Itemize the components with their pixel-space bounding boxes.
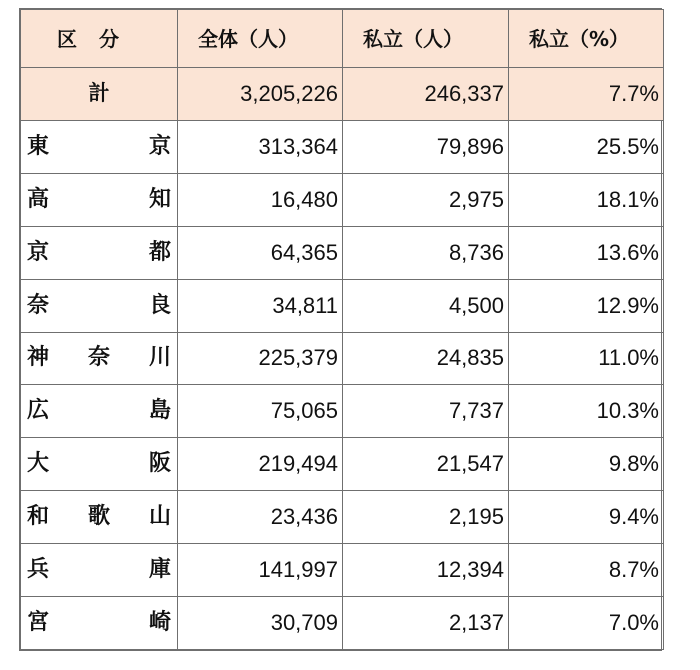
private-count: 2,137 xyxy=(343,597,509,650)
table-row xyxy=(21,438,664,491)
prefecture-char: 都 xyxy=(148,239,171,265)
total-count: 225,379 xyxy=(178,332,343,385)
private-pct: 9.4% xyxy=(509,491,664,544)
table-row xyxy=(21,226,664,279)
prefecture-char: 兵 xyxy=(27,557,50,583)
prefecture-name xyxy=(21,226,178,279)
private-pct: 8.7% xyxy=(509,544,664,597)
prefecture-name xyxy=(21,279,178,332)
private-pct: 9.8% xyxy=(509,438,664,491)
table-header-row xyxy=(21,10,664,68)
total-count: 64,365 xyxy=(178,226,343,279)
private-pct: 7.0% xyxy=(509,597,664,650)
private-pct: 18.1% xyxy=(509,173,664,226)
private-count: 2,195 xyxy=(343,491,509,544)
private-count: 4,500 xyxy=(343,279,509,332)
table-row xyxy=(21,332,664,385)
total-count: 30,709 xyxy=(178,597,343,650)
total-label: 計 xyxy=(21,68,178,121)
prefecture-name xyxy=(21,438,178,491)
prefecture-name-chars xyxy=(27,292,171,318)
prefecture-char: 高 xyxy=(27,186,50,212)
prefecture-name xyxy=(21,173,178,226)
prefecture-char: 京 xyxy=(148,133,171,159)
total-count: 23,436 xyxy=(178,491,343,544)
prefecture-name xyxy=(21,597,178,650)
table-row xyxy=(21,385,664,438)
total-all: 3,205,226 xyxy=(178,68,343,121)
private-count: 79,896 xyxy=(343,120,509,173)
prefecture-char: 奈 xyxy=(87,345,110,371)
total-count: 34,811 xyxy=(178,279,343,332)
prefecture-name-chars xyxy=(27,400,171,422)
table-row xyxy=(21,544,664,597)
table-row xyxy=(21,120,664,173)
prefecture-char: 庫 xyxy=(148,557,171,583)
prefecture-char: 歌 xyxy=(87,504,110,530)
prefecture-name xyxy=(21,385,178,438)
prefecture-char: 奈 xyxy=(27,292,50,318)
header-private: 私立（人） xyxy=(343,10,509,68)
prefecture-char: 山 xyxy=(148,504,171,530)
prefecture-char: 京 xyxy=(27,239,50,265)
prefecture-char: 和 xyxy=(27,504,50,530)
prefecture-name xyxy=(21,544,178,597)
prefecture-char: 大 xyxy=(27,451,50,477)
prefecture-name-chars xyxy=(27,239,171,265)
prefecture-name xyxy=(21,491,178,544)
prefecture-char: 東 xyxy=(27,133,50,159)
prefecture-name-chars xyxy=(27,453,171,475)
private-count: 2,975 xyxy=(343,173,509,226)
total-count: 16,480 xyxy=(178,173,343,226)
table-row xyxy=(21,597,664,650)
private-count: 24,835 xyxy=(343,332,509,385)
prefecture-name xyxy=(21,332,178,385)
prefecture-char: 神 xyxy=(27,345,50,371)
table-row xyxy=(21,173,664,226)
prefecture-name-chars xyxy=(27,559,171,581)
private-pct: 25.5% xyxy=(509,120,664,173)
private-pct: 11.0% xyxy=(509,332,664,385)
private-count: 21,547 xyxy=(343,438,509,491)
prefecture-char: 宮 xyxy=(27,610,50,636)
total-count: 141,997 xyxy=(178,544,343,597)
total-count: 75,065 xyxy=(178,385,343,438)
prefecture-char: 島 xyxy=(148,398,171,424)
prefecture-char: 良 xyxy=(148,292,171,318)
private-pct: 10.3% xyxy=(509,385,664,438)
header-private-pct: 私立（%） xyxy=(509,10,664,68)
prefecture-char: 知 xyxy=(148,186,171,212)
private-count: 8,736 xyxy=(343,226,509,279)
total-private: 246,337 xyxy=(343,68,509,121)
prefecture-char: 広 xyxy=(27,398,50,424)
prefecture-name-chars xyxy=(27,347,171,369)
total-count: 219,494 xyxy=(178,438,343,491)
header-total: 全体（人） xyxy=(178,10,343,68)
private-count: 12,394 xyxy=(343,544,509,597)
header-category: 区分 xyxy=(21,10,178,68)
total-private-pct: 7.7% xyxy=(509,68,664,121)
data-table-container xyxy=(19,8,662,651)
prefecture-name xyxy=(21,120,178,173)
prefecture-name-chars xyxy=(27,612,171,634)
private-pct: 13.6% xyxy=(509,226,664,279)
prefecture-name-chars xyxy=(27,506,171,528)
total-row xyxy=(21,68,664,121)
table-row xyxy=(21,279,664,332)
prefecture-char: 川 xyxy=(148,345,171,371)
private-school-ratio-table xyxy=(20,9,664,650)
prefecture-name-chars xyxy=(27,133,171,159)
prefecture-name-chars xyxy=(27,186,171,212)
private-count: 7,737 xyxy=(343,385,509,438)
prefecture-char: 崎 xyxy=(148,610,171,636)
table-row xyxy=(21,491,664,544)
prefecture-char: 阪 xyxy=(148,451,171,477)
total-count: 313,364 xyxy=(178,120,343,173)
private-pct: 12.9% xyxy=(509,279,664,332)
